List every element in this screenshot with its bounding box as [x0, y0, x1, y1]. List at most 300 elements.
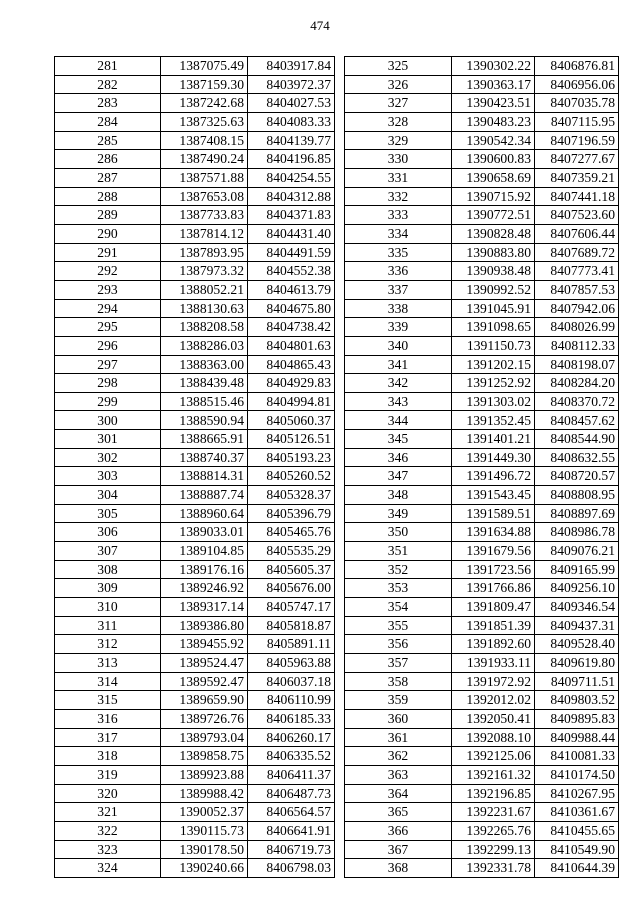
y-coordinate-cell: 8409528.40 — [535, 635, 619, 654]
x-coordinate-cell: 1391766.86 — [452, 579, 535, 598]
point-number-cell: 319 — [55, 765, 161, 784]
table-row — [55, 224, 335, 243]
x-coordinate-cell: 1389793.04 — [161, 728, 248, 747]
x-coordinate-cell: 1390658.69 — [452, 168, 535, 187]
point-number-cell: 359 — [345, 691, 452, 710]
table-row — [345, 131, 619, 150]
x-coordinate-cell: 1391401.21 — [452, 430, 535, 449]
point-number-cell: 287 — [55, 168, 161, 187]
point-number-cell: 367 — [345, 840, 452, 859]
point-number-cell: 313 — [55, 654, 161, 673]
point-number-cell: 325 — [345, 57, 452, 76]
point-number-cell: 343 — [345, 392, 452, 411]
x-coordinate-cell: 1391150.73 — [452, 336, 535, 355]
x-coordinate-cell: 1392299.13 — [452, 840, 535, 859]
y-coordinate-cell: 8410267.95 — [535, 784, 619, 803]
y-coordinate-cell: 8404371.83 — [248, 206, 335, 225]
table-row — [345, 299, 619, 318]
x-coordinate-cell: 1391252.92 — [452, 374, 535, 393]
table-row — [55, 94, 335, 113]
point-number-cell: 323 — [55, 840, 161, 859]
table-row — [55, 765, 335, 784]
point-number-cell: 281 — [55, 57, 161, 76]
table-row — [55, 598, 335, 617]
x-coordinate-cell: 1388286.03 — [161, 336, 248, 355]
table-row — [345, 579, 619, 598]
x-coordinate-cell: 1389592.47 — [161, 672, 248, 691]
x-coordinate-cell: 1391892.60 — [452, 635, 535, 654]
table-row — [55, 821, 335, 840]
y-coordinate-cell: 8406185.33 — [248, 709, 335, 728]
point-number-cell: 286 — [55, 150, 161, 169]
table-row — [345, 542, 619, 561]
x-coordinate-cell: 1390715.92 — [452, 187, 535, 206]
table-row — [345, 448, 619, 467]
table-row — [345, 691, 619, 710]
table-row — [345, 821, 619, 840]
table-row — [55, 672, 335, 691]
y-coordinate-cell: 8407689.72 — [535, 243, 619, 262]
table-row — [345, 728, 619, 747]
y-coordinate-cell: 8405676.00 — [248, 579, 335, 598]
y-coordinate-cell: 8408284.20 — [535, 374, 619, 393]
x-coordinate-cell: 1391634.88 — [452, 523, 535, 542]
point-number-cell: 283 — [55, 94, 161, 113]
x-coordinate-cell: 1387733.83 — [161, 206, 248, 225]
point-number-cell: 349 — [345, 504, 452, 523]
x-coordinate-cell: 1391543.45 — [452, 486, 535, 505]
point-number-cell: 321 — [55, 803, 161, 822]
x-coordinate-cell: 1389386.80 — [161, 616, 248, 635]
x-coordinate-cell: 1391352.45 — [452, 411, 535, 430]
table-row — [55, 150, 335, 169]
point-number-cell: 305 — [55, 504, 161, 523]
point-number-cell: 300 — [55, 411, 161, 430]
table-row — [345, 523, 619, 542]
table-row — [55, 859, 335, 878]
point-number-cell: 365 — [345, 803, 452, 822]
x-coordinate-cell: 1390052.37 — [161, 803, 248, 822]
x-coordinate-cell: 1392125.06 — [452, 747, 535, 766]
coordinate-table-right — [344, 56, 619, 878]
table-row — [345, 859, 619, 878]
point-number-cell: 340 — [345, 336, 452, 355]
table-row — [55, 430, 335, 449]
y-coordinate-cell: 8406876.81 — [535, 57, 619, 76]
y-coordinate-cell: 8407196.59 — [535, 131, 619, 150]
x-coordinate-cell: 1387973.32 — [161, 262, 248, 281]
table-row — [55, 411, 335, 430]
point-number-cell: 330 — [345, 150, 452, 169]
x-coordinate-cell: 1390115.73 — [161, 821, 248, 840]
y-coordinate-cell: 8408720.57 — [535, 467, 619, 486]
y-coordinate-cell: 8405396.79 — [248, 504, 335, 523]
point-number-cell: 317 — [55, 728, 161, 747]
table-row — [55, 299, 335, 318]
y-coordinate-cell: 8408457.62 — [535, 411, 619, 430]
y-coordinate-cell: 8409619.80 — [535, 654, 619, 673]
point-number-cell: 364 — [345, 784, 452, 803]
point-number-cell: 318 — [55, 747, 161, 766]
table-row — [345, 504, 619, 523]
point-number-cell: 297 — [55, 355, 161, 374]
x-coordinate-cell: 1387325.63 — [161, 112, 248, 131]
y-coordinate-cell: 8406564.57 — [248, 803, 335, 822]
point-number-cell: 334 — [345, 224, 452, 243]
table-row — [55, 579, 335, 598]
x-coordinate-cell: 1388208.58 — [161, 318, 248, 337]
y-coordinate-cell: 8408808.95 — [535, 486, 619, 505]
y-coordinate-cell: 8405126.51 — [248, 430, 335, 449]
table-row — [345, 467, 619, 486]
table-row — [345, 150, 619, 169]
x-coordinate-cell: 1388887.74 — [161, 486, 248, 505]
table-row — [345, 635, 619, 654]
y-coordinate-cell: 8410549.90 — [535, 840, 619, 859]
x-coordinate-cell: 1388130.63 — [161, 299, 248, 318]
point-number-cell: 285 — [55, 131, 161, 150]
x-coordinate-cell: 1390938.48 — [452, 262, 535, 281]
point-number-cell: 288 — [55, 187, 161, 206]
point-number-cell: 301 — [55, 430, 161, 449]
x-coordinate-cell: 1389524.47 — [161, 654, 248, 673]
y-coordinate-cell: 8405328.37 — [248, 486, 335, 505]
table-row — [345, 654, 619, 673]
coordinate-table-left — [54, 56, 335, 878]
y-coordinate-cell: 8404431.40 — [248, 224, 335, 243]
table-row — [55, 336, 335, 355]
x-coordinate-cell: 1389246.92 — [161, 579, 248, 598]
point-number-cell: 350 — [345, 523, 452, 542]
y-coordinate-cell: 8404491.59 — [248, 243, 335, 262]
x-coordinate-cell: 1392231.67 — [452, 803, 535, 822]
x-coordinate-cell: 1388439.48 — [161, 374, 248, 393]
point-number-cell: 326 — [345, 75, 452, 94]
y-coordinate-cell: 8404994.81 — [248, 392, 335, 411]
table-row — [55, 318, 335, 337]
y-coordinate-cell: 8406335.52 — [248, 747, 335, 766]
point-number-cell: 341 — [345, 355, 452, 374]
x-coordinate-cell: 1392196.85 — [452, 784, 535, 803]
y-coordinate-cell: 8406110.99 — [248, 691, 335, 710]
y-coordinate-cell: 8405260.52 — [248, 467, 335, 486]
y-coordinate-cell: 8407942.06 — [535, 299, 619, 318]
x-coordinate-cell: 1389104.85 — [161, 542, 248, 561]
table-row — [345, 280, 619, 299]
point-number-cell: 315 — [55, 691, 161, 710]
y-coordinate-cell: 8407857.53 — [535, 280, 619, 299]
table-row — [345, 765, 619, 784]
x-coordinate-cell: 1389659.90 — [161, 691, 248, 710]
y-coordinate-cell: 8403972.37 — [248, 75, 335, 94]
table-row — [345, 672, 619, 691]
x-coordinate-cell: 1388960.64 — [161, 504, 248, 523]
x-coordinate-cell: 1390240.66 — [161, 859, 248, 878]
y-coordinate-cell: 8405818.87 — [248, 616, 335, 635]
table-row — [345, 206, 619, 225]
y-coordinate-cell: 8409895.83 — [535, 709, 619, 728]
point-number-cell: 332 — [345, 187, 452, 206]
point-number-cell: 357 — [345, 654, 452, 673]
table-row — [55, 168, 335, 187]
point-number-cell: 284 — [55, 112, 161, 131]
y-coordinate-cell: 8407441.18 — [535, 187, 619, 206]
y-coordinate-cell: 8404738.42 — [248, 318, 335, 337]
table-row — [55, 392, 335, 411]
x-coordinate-cell: 1391933.11 — [452, 654, 535, 673]
table-row — [55, 747, 335, 766]
point-number-cell: 354 — [345, 598, 452, 617]
table-row — [55, 280, 335, 299]
x-coordinate-cell: 1390483.23 — [452, 112, 535, 131]
table-row — [345, 112, 619, 131]
table-row — [55, 486, 335, 505]
y-coordinate-cell: 8403917.84 — [248, 57, 335, 76]
x-coordinate-cell: 1391809.47 — [452, 598, 535, 617]
x-coordinate-cell: 1391202.15 — [452, 355, 535, 374]
y-coordinate-cell: 8410361.67 — [535, 803, 619, 822]
x-coordinate-cell: 1387893.95 — [161, 243, 248, 262]
point-number-cell: 356 — [345, 635, 452, 654]
point-number-cell: 362 — [345, 747, 452, 766]
x-coordinate-cell: 1390423.51 — [452, 94, 535, 113]
x-coordinate-cell: 1391972.92 — [452, 672, 535, 691]
x-coordinate-cell: 1389988.42 — [161, 784, 248, 803]
y-coordinate-cell: 8405891.11 — [248, 635, 335, 654]
x-coordinate-cell: 1388052.21 — [161, 280, 248, 299]
x-coordinate-cell: 1388665.91 — [161, 430, 248, 449]
x-coordinate-cell: 1389176.16 — [161, 560, 248, 579]
point-number-cell: 360 — [345, 709, 452, 728]
y-coordinate-cell: 8409988.44 — [535, 728, 619, 747]
table-row — [345, 336, 619, 355]
y-coordinate-cell: 8407277.67 — [535, 150, 619, 169]
table-row — [55, 542, 335, 561]
table-row — [345, 392, 619, 411]
y-coordinate-cell: 8404552.38 — [248, 262, 335, 281]
x-coordinate-cell: 1391851.39 — [452, 616, 535, 635]
table-row — [345, 598, 619, 617]
point-number-cell: 299 — [55, 392, 161, 411]
point-number-cell: 298 — [55, 374, 161, 393]
point-number-cell: 294 — [55, 299, 161, 318]
x-coordinate-cell: 1390600.83 — [452, 150, 535, 169]
y-coordinate-cell: 8405535.29 — [248, 542, 335, 561]
y-coordinate-cell: 8406719.73 — [248, 840, 335, 859]
table-row — [55, 654, 335, 673]
point-number-cell: 308 — [55, 560, 161, 579]
x-coordinate-cell: 1390302.22 — [452, 57, 535, 76]
x-coordinate-cell: 1389726.76 — [161, 709, 248, 728]
y-coordinate-cell: 8407359.21 — [535, 168, 619, 187]
x-coordinate-cell: 1387075.49 — [161, 57, 248, 76]
x-coordinate-cell: 1389317.14 — [161, 598, 248, 617]
point-number-cell: 329 — [345, 131, 452, 150]
point-number-cell: 366 — [345, 821, 452, 840]
table-row — [55, 131, 335, 150]
point-number-cell: 282 — [55, 75, 161, 94]
point-number-cell: 327 — [345, 94, 452, 113]
x-coordinate-cell: 1392088.10 — [452, 728, 535, 747]
x-coordinate-cell: 1391723.56 — [452, 560, 535, 579]
table-row — [55, 504, 335, 523]
point-number-cell: 338 — [345, 299, 452, 318]
table-row — [345, 243, 619, 262]
point-number-cell: 293 — [55, 280, 161, 299]
table-row — [55, 728, 335, 747]
y-coordinate-cell: 8407115.95 — [535, 112, 619, 131]
table-row — [55, 206, 335, 225]
point-number-cell: 320 — [55, 784, 161, 803]
point-number-cell: 337 — [345, 280, 452, 299]
y-coordinate-cell: 8404613.79 — [248, 280, 335, 299]
y-coordinate-cell: 8406411.37 — [248, 765, 335, 784]
table-row — [345, 486, 619, 505]
y-coordinate-cell: 8404865.43 — [248, 355, 335, 374]
table-row — [345, 560, 619, 579]
y-coordinate-cell: 8408544.90 — [535, 430, 619, 449]
table-row — [345, 784, 619, 803]
x-coordinate-cell: 1387159.30 — [161, 75, 248, 94]
point-number-cell: 292 — [55, 262, 161, 281]
point-number-cell: 348 — [345, 486, 452, 505]
x-coordinate-cell: 1387814.12 — [161, 224, 248, 243]
table-row — [55, 840, 335, 859]
point-number-cell: 368 — [345, 859, 452, 878]
y-coordinate-cell: 8410644.39 — [535, 859, 619, 878]
x-coordinate-cell: 1388590.94 — [161, 411, 248, 430]
y-coordinate-cell: 8407606.44 — [535, 224, 619, 243]
y-coordinate-cell: 8409076.21 — [535, 542, 619, 561]
table-row — [345, 709, 619, 728]
x-coordinate-cell: 1387408.15 — [161, 131, 248, 150]
point-number-cell: 307 — [55, 542, 161, 561]
y-coordinate-cell: 8406956.06 — [535, 75, 619, 94]
x-coordinate-cell: 1391098.65 — [452, 318, 535, 337]
y-coordinate-cell: 8406037.18 — [248, 672, 335, 691]
y-coordinate-cell: 8404929.83 — [248, 374, 335, 393]
table-row — [55, 523, 335, 542]
table-row — [345, 75, 619, 94]
y-coordinate-cell: 8408026.99 — [535, 318, 619, 337]
x-coordinate-cell: 1390542.34 — [452, 131, 535, 150]
point-number-cell: 328 — [345, 112, 452, 131]
table-row — [55, 784, 335, 803]
point-number-cell: 291 — [55, 243, 161, 262]
table-row — [55, 803, 335, 822]
point-number-cell: 352 — [345, 560, 452, 579]
table-row — [345, 187, 619, 206]
y-coordinate-cell: 8410081.33 — [535, 747, 619, 766]
point-number-cell: 363 — [345, 765, 452, 784]
table-row — [345, 168, 619, 187]
y-coordinate-cell: 8405465.76 — [248, 523, 335, 542]
y-coordinate-cell: 8409437.31 — [535, 616, 619, 635]
point-number-cell: 336 — [345, 262, 452, 281]
point-number-cell: 339 — [345, 318, 452, 337]
y-coordinate-cell: 8408370.72 — [535, 392, 619, 411]
y-coordinate-cell: 8404196.85 — [248, 150, 335, 169]
table-row — [55, 448, 335, 467]
point-number-cell: 324 — [55, 859, 161, 878]
table-row — [345, 803, 619, 822]
table-row — [55, 691, 335, 710]
point-number-cell: 310 — [55, 598, 161, 617]
x-coordinate-cell: 1388740.37 — [161, 448, 248, 467]
y-coordinate-cell: 8405605.37 — [248, 560, 335, 579]
x-coordinate-cell: 1391303.02 — [452, 392, 535, 411]
y-coordinate-cell: 8409346.54 — [535, 598, 619, 617]
y-coordinate-cell: 8408112.33 — [535, 336, 619, 355]
point-number-cell: 311 — [55, 616, 161, 635]
x-coordinate-cell: 1387653.08 — [161, 187, 248, 206]
y-coordinate-cell: 8408632.55 — [535, 448, 619, 467]
point-number-cell: 304 — [55, 486, 161, 505]
x-coordinate-cell: 1392161.32 — [452, 765, 535, 784]
table-row — [55, 57, 335, 76]
x-coordinate-cell: 1391449.30 — [452, 448, 535, 467]
y-coordinate-cell: 8409165.99 — [535, 560, 619, 579]
point-number-cell: 289 — [55, 206, 161, 225]
y-coordinate-cell: 8404083.33 — [248, 112, 335, 131]
point-number-cell: 358 — [345, 672, 452, 691]
y-coordinate-cell: 8407035.78 — [535, 94, 619, 113]
y-coordinate-cell: 8404254.55 — [248, 168, 335, 187]
x-coordinate-cell: 1388515.46 — [161, 392, 248, 411]
y-coordinate-cell: 8405193.23 — [248, 448, 335, 467]
table-row — [55, 187, 335, 206]
table-row — [55, 374, 335, 393]
y-coordinate-cell: 8404801.63 — [248, 336, 335, 355]
table-row — [55, 560, 335, 579]
x-coordinate-cell: 1387242.68 — [161, 94, 248, 113]
x-coordinate-cell: 1390178.50 — [161, 840, 248, 859]
point-number-cell: 351 — [345, 542, 452, 561]
page-number: 474 — [310, 18, 330, 33]
x-coordinate-cell: 1390363.17 — [452, 75, 535, 94]
table-row — [345, 430, 619, 449]
x-coordinate-cell: 1387490.24 — [161, 150, 248, 169]
table-row — [55, 243, 335, 262]
x-coordinate-cell: 1389033.01 — [161, 523, 248, 542]
point-number-cell: 353 — [345, 579, 452, 598]
table-row — [55, 467, 335, 486]
table-row — [345, 411, 619, 430]
y-coordinate-cell: 8406260.17 — [248, 728, 335, 747]
y-coordinate-cell: 8410174.50 — [535, 765, 619, 784]
y-coordinate-cell: 8409803.52 — [535, 691, 619, 710]
y-coordinate-cell: 8409711.51 — [535, 672, 619, 691]
table-row — [345, 224, 619, 243]
point-number-cell: 316 — [55, 709, 161, 728]
table-row — [345, 355, 619, 374]
x-coordinate-cell: 1392331.78 — [452, 859, 535, 878]
point-number-cell: 333 — [345, 206, 452, 225]
point-number-cell: 290 — [55, 224, 161, 243]
table-row — [55, 75, 335, 94]
x-coordinate-cell: 1390772.51 — [452, 206, 535, 225]
point-number-cell: 296 — [55, 336, 161, 355]
x-coordinate-cell: 1392265.76 — [452, 821, 535, 840]
y-coordinate-cell: 8405963.88 — [248, 654, 335, 673]
y-coordinate-cell: 8408897.69 — [535, 504, 619, 523]
x-coordinate-cell: 1389455.92 — [161, 635, 248, 654]
x-coordinate-cell: 1390883.80 — [452, 243, 535, 262]
table-row — [55, 355, 335, 374]
x-coordinate-cell: 1389923.88 — [161, 765, 248, 784]
y-coordinate-cell: 8406641.91 — [248, 821, 335, 840]
x-coordinate-cell: 1389858.75 — [161, 747, 248, 766]
